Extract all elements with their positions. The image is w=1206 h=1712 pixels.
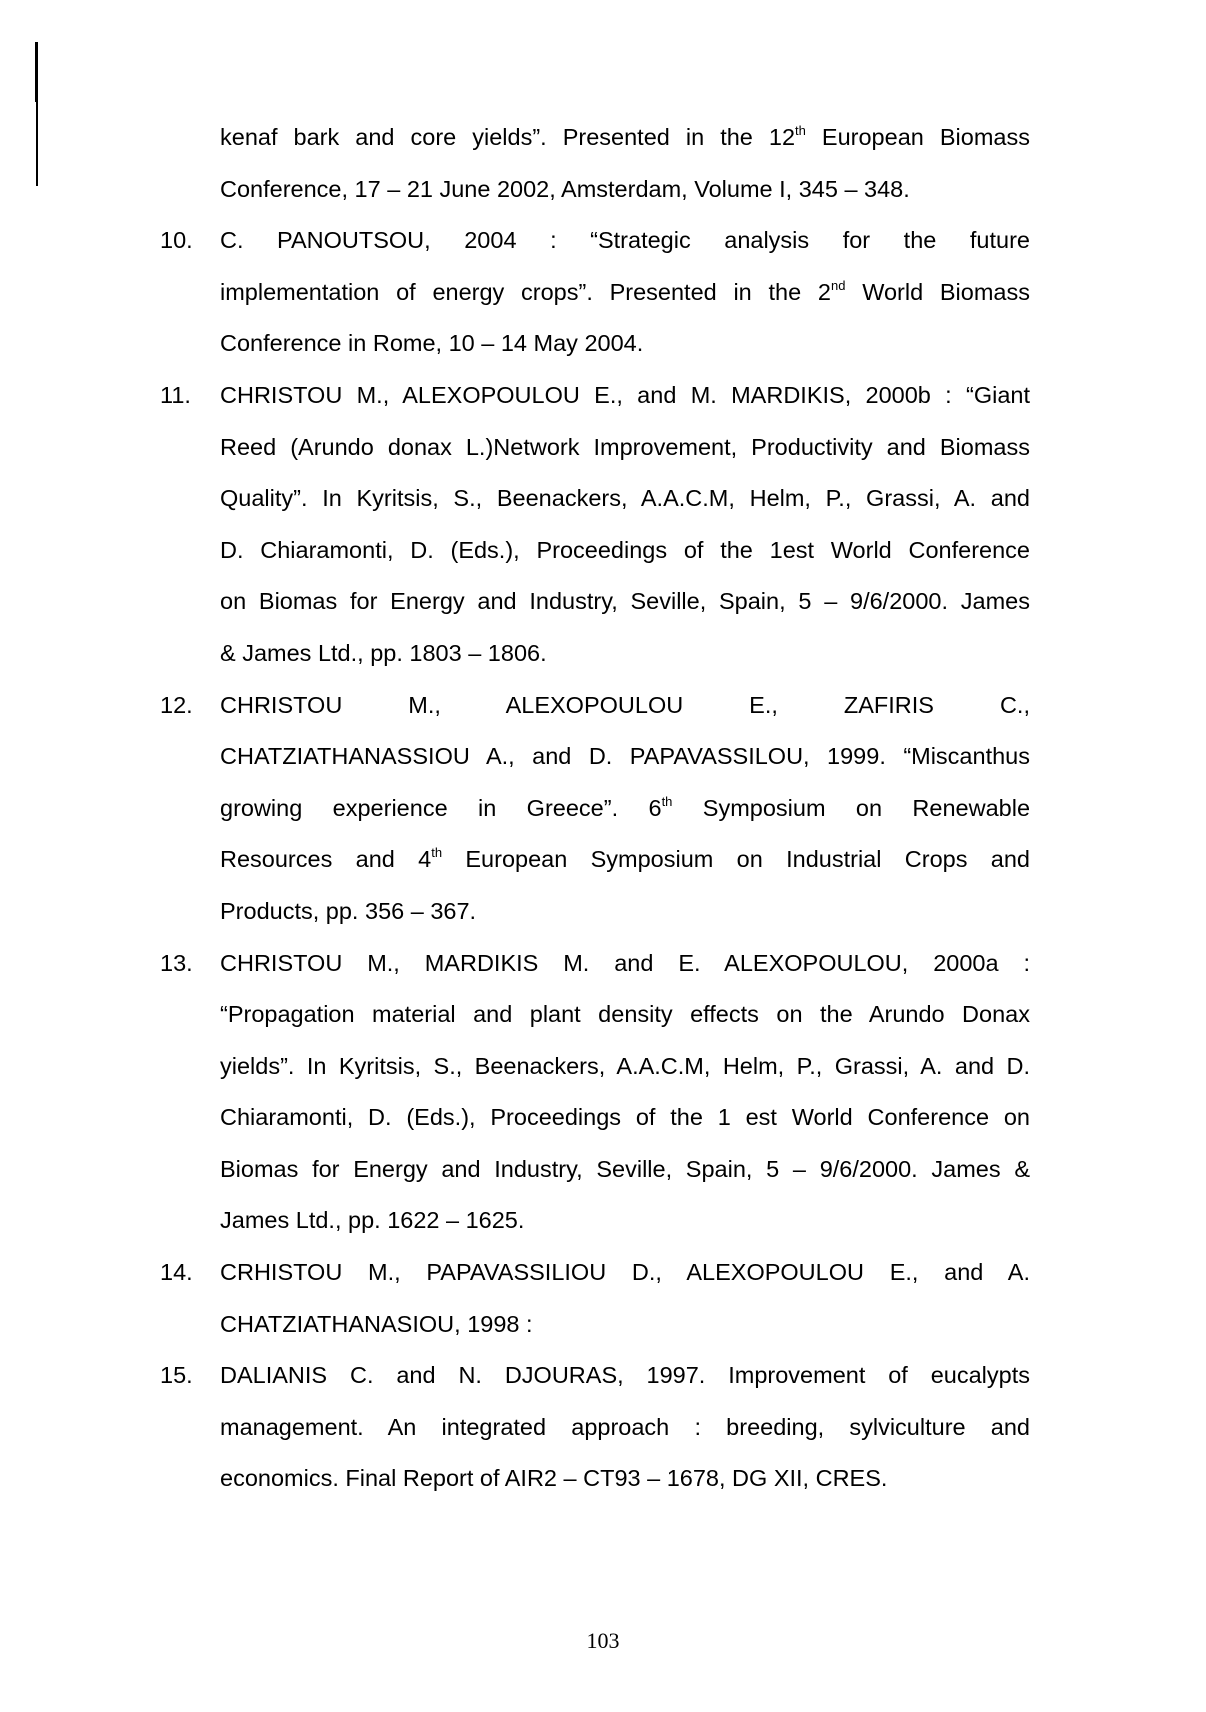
reference-text-part: European Symposium on Industrial Crops and <box>442 846 1030 873</box>
reference-text <box>220 834 1030 886</box>
reference-text-part: C. PANOUTSOU, 2004 : “Strategic analysis for the future <box>220 227 1030 254</box>
reference-line <box>160 1041 1030 1093</box>
reference-number: 10. <box>160 227 193 254</box>
reference-text <box>220 112 1030 164</box>
reference-text <box>220 731 1030 783</box>
reference-line <box>160 886 1030 938</box>
reference-text <box>220 164 1030 216</box>
reference-line <box>160 1299 1030 1351</box>
reference-line <box>160 473 1030 525</box>
reference-list <box>160 112 1030 1505</box>
reference-entry-start <box>160 215 1030 267</box>
superscript-ordinal: th <box>795 123 806 138</box>
reference-line <box>160 834 1030 886</box>
reference-text-part: Biomas for Energy and Industry, Seville, Spain, 5 – 9/6/2000. James & <box>220 1155 1030 1182</box>
reference-text-part: CHRISTOU M., ALEXOPOULOU E., ZAFIRIS C., <box>220 691 1030 718</box>
reference-text <box>220 680 1030 732</box>
reference-text <box>220 422 1030 474</box>
reference-text-part: Chiaramonti, D. (Eds.), Proceedings of the 1 est World Conference on <box>220 1104 1030 1131</box>
margin-mark <box>35 42 38 102</box>
reference-text <box>220 1299 1030 1351</box>
reference-entry-start <box>160 1247 1030 1299</box>
reference-text-part: CHATZIATHANASSIOU A., and D. PAPAVASSILOU, 1999. “Miscanthus <box>220 743 1030 770</box>
reference-text <box>220 1195 1030 1247</box>
reference-text-part: CRHISTOU M., PAPAVASSILIOU D., ALEXOPOULOU E., and A. <box>220 1259 1030 1286</box>
reference-text-part: management. An integrated approach : breeding, sylviculture and <box>220 1413 1030 1440</box>
reference-text-part: growing experience in Greece”. 6 <box>220 794 662 821</box>
reference-entry-start <box>160 370 1030 422</box>
reference-line <box>160 112 1030 164</box>
reference-text <box>220 1402 1030 1454</box>
reference-text-part: & James Ltd., pp. 1803 – 1806. <box>220 639 547 666</box>
reference-text-part: Reed (Arundo donax L.)Network Improvement, Productivity and Biomass <box>220 433 1030 460</box>
reference-number: 15. <box>160 1362 193 1389</box>
reference-line <box>160 525 1030 577</box>
reference-text <box>220 1092 1030 1144</box>
reference-text <box>220 1350 1030 1402</box>
reference-text-part: implementation of energy crops”. Presented in the 2 <box>220 278 831 305</box>
reference-text <box>220 267 1030 319</box>
superscript-ordinal: th <box>431 845 443 861</box>
reference-text-part: economics. Final Report of AIR2 – CT93 – 1678, DG XII, CRES. <box>220 1465 888 1492</box>
reference-line <box>160 628 1030 680</box>
reference-text <box>220 1041 1030 1093</box>
reference-line <box>160 318 1030 370</box>
reference-text <box>220 628 1030 680</box>
reference-text-part: “Propagation material and plant density effects on the Arundo Donax <box>220 1001 1030 1028</box>
reference-text-part: European Biomass <box>805 124 1030 150</box>
reference-text <box>220 318 1030 370</box>
reference-text <box>220 1247 1030 1299</box>
reference-text <box>220 938 1030 990</box>
reference-text-part: Conference in Rome, 10 – 14 May 2004. <box>220 330 644 357</box>
reference-text-part: yields”. In Kyritsis, S., Beenackers, A.A.C.M, Helm, P., Grassi, A. and D. <box>220 1052 1030 1079</box>
reference-entry-start <box>160 938 1030 990</box>
reference-number: 12. <box>160 691 193 718</box>
reference-line <box>160 1092 1030 1144</box>
reference-line <box>160 783 1030 835</box>
margin-mark <box>36 98 38 186</box>
reference-text <box>220 989 1030 1041</box>
reference-line <box>160 731 1030 783</box>
reference-line <box>160 1195 1030 1247</box>
page-number: 103 <box>586 1628 620 1653</box>
reference-text-part: World Biomass <box>845 278 1030 305</box>
reference-line <box>160 422 1030 474</box>
reference-line <box>160 267 1030 319</box>
reference-text-part: CHRISTOU M., ALEXOPOULOU E., and M. MARDIKIS, 2000b : “Giant <box>220 381 1030 408</box>
reference-text-part: CHATZIATHANASIOU, 1998 : <box>220 1310 533 1337</box>
superscript-ordinal: nd <box>830 277 846 293</box>
reference-text-part: Symposium on Renewable <box>672 794 1031 821</box>
reference-text <box>220 370 1030 422</box>
reference-text-part: D. Chiaramonti, D. (Eds.), Proceedings of the 1est World Conference <box>220 536 1030 563</box>
reference-line <box>160 576 1030 628</box>
reference-text-part: kenaf bark and core yields”. Presented in the 12 <box>220 124 796 150</box>
reference-number: 11. <box>160 381 191 408</box>
reference-line <box>160 1453 1030 1505</box>
reference-text-part: Resources and 4 <box>220 846 432 873</box>
reference-text <box>220 215 1030 267</box>
reference-text <box>220 783 1030 835</box>
reference-text <box>220 525 1030 577</box>
reference-text-part: on Biomas for Energy and Industry, Seville, Spain, 5 – 9/6/2000. James <box>220 588 1030 615</box>
reference-text-part: DALIANIS C. and N. DJOURAS, 1997. Improvement of eucalypts <box>220 1362 1030 1389</box>
reference-text <box>220 473 1030 525</box>
reference-text <box>220 886 1030 938</box>
superscript-ordinal: th <box>661 793 673 809</box>
reference-entry-start <box>160 1350 1030 1402</box>
reference-text-part: Conference, 17 – 21 June 2002, Amsterdam, Volume I, 345 – 348. <box>220 175 910 202</box>
reference-text-part: Products, pp. 356 – 367. <box>220 897 477 924</box>
reference-entry-start <box>160 680 1030 732</box>
reference-line <box>160 164 1030 216</box>
reference-text-part: Quality”. In Kyritsis, S., Beenackers, A.A.C.M, Helm, P., Grassi, A. and <box>220 485 1030 512</box>
reference-number: 13. <box>160 949 193 976</box>
reference-line <box>160 989 1030 1041</box>
reference-line <box>160 1402 1030 1454</box>
reference-text-part: CHRISTOU M., MARDIKIS M. and E. ALEXOPOULOU, 2000a : <box>220 949 1030 976</box>
reference-number: 14. <box>160 1259 193 1286</box>
reference-text <box>220 1453 1030 1505</box>
reference-line <box>160 1144 1030 1196</box>
reference-text-part: James Ltd., pp. 1622 – 1625. <box>220 1207 525 1234</box>
reference-text <box>220 576 1030 628</box>
reference-text <box>220 1144 1030 1196</box>
